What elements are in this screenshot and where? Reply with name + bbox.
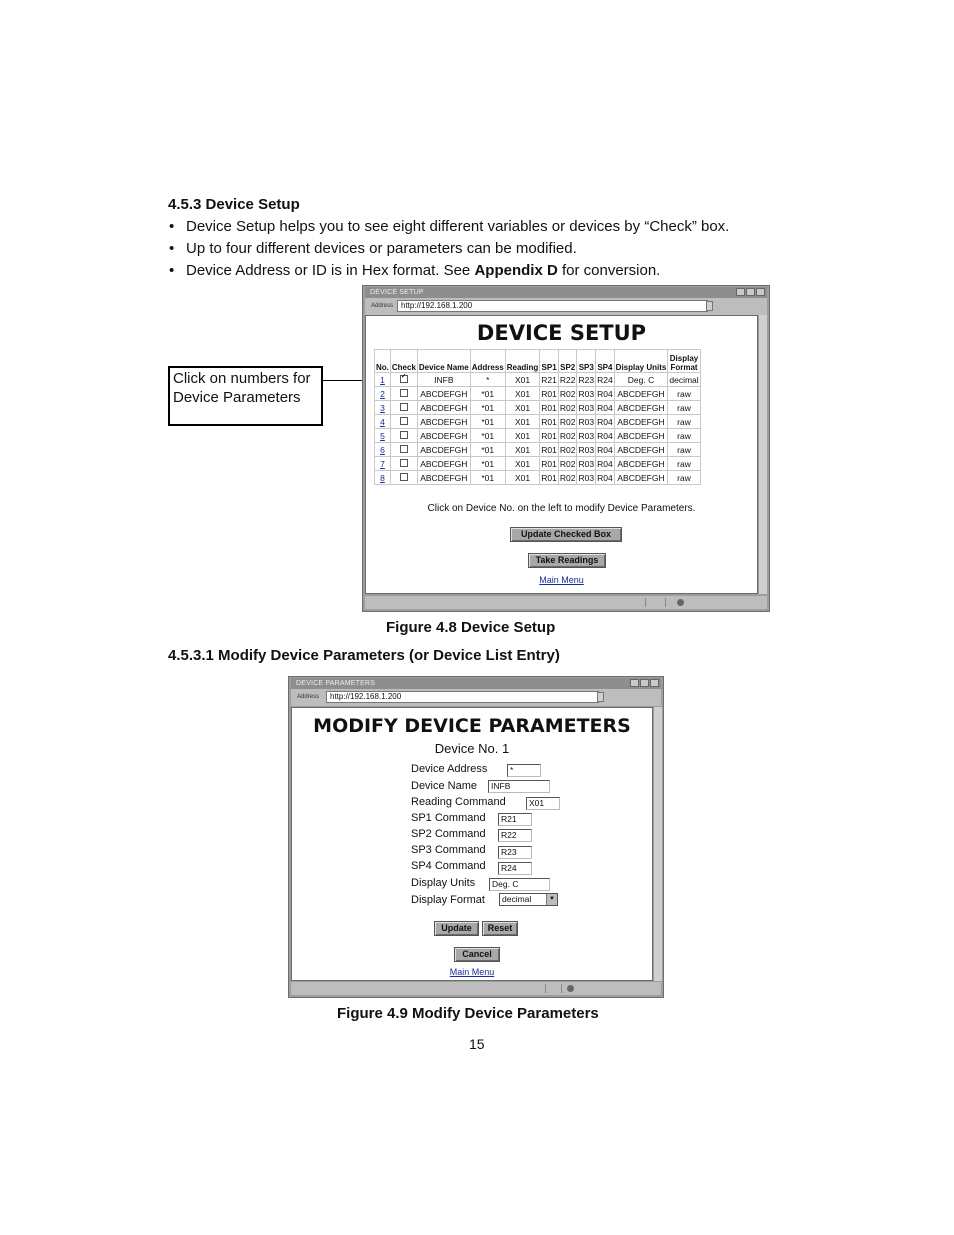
address-label: Address bbox=[297, 694, 320, 700]
display-units-cell: ABCDEFGH bbox=[614, 471, 668, 485]
device-number-cell bbox=[375, 429, 391, 443]
address-cell: *01 bbox=[470, 387, 505, 401]
device-number-link[interactable]: 8 bbox=[380, 472, 385, 483]
sp4-cell: R04 bbox=[597, 430, 613, 441]
table-row bbox=[375, 471, 701, 485]
sp1-cell: R01 bbox=[541, 458, 557, 469]
table-row bbox=[375, 429, 701, 443]
sp3-cell: R03 bbox=[578, 416, 595, 427]
sp1-cell: R01 bbox=[541, 472, 557, 483]
sp2-cell: R02 bbox=[559, 388, 576, 399]
sp1-command-input[interactable]: R21 bbox=[498, 813, 532, 826]
globe-icon bbox=[677, 599, 684, 606]
check-cell bbox=[390, 387, 417, 401]
sp2-cell: R02 bbox=[559, 444, 576, 455]
subsection-heading: 4.5.3.1 Modify Device Parameters (or Device List Entry) bbox=[168, 647, 560, 664]
device-number-cell bbox=[375, 415, 391, 429]
address-cell: * bbox=[470, 373, 505, 387]
device-address-input[interactable]: * bbox=[507, 764, 541, 777]
sp4-cell: R04 bbox=[597, 458, 613, 469]
device-number-link[interactable]: 7 bbox=[380, 458, 385, 469]
display-format-cell: raw bbox=[668, 457, 700, 471]
reading-cell: X01 bbox=[505, 373, 540, 387]
device-number-cell bbox=[375, 457, 391, 471]
reading-cell: X01 bbox=[505, 401, 540, 415]
window-title: DEVICE PARAMETERS bbox=[296, 680, 376, 687]
close-icon[interactable] bbox=[650, 679, 659, 687]
device-number-link[interactable]: 3 bbox=[380, 402, 385, 413]
row-checkbox[interactable] bbox=[400, 473, 408, 481]
table-row bbox=[375, 387, 701, 401]
reading-cell: X01 bbox=[505, 387, 540, 401]
page-content bbox=[365, 315, 758, 594]
check-cell bbox=[390, 373, 417, 387]
sp1-cell: R01 bbox=[541, 416, 557, 427]
row-checkbox[interactable] bbox=[400, 445, 408, 453]
device-name-cell: ABCDEFGH bbox=[417, 429, 470, 443]
device-name-cell: ABCDEFGH bbox=[417, 415, 470, 429]
display-format-cell: raw bbox=[668, 387, 700, 401]
sp4-command-label: SP4 Command bbox=[411, 860, 486, 872]
address-cell: *01 bbox=[470, 457, 505, 471]
reading-cell: X01 bbox=[505, 415, 540, 429]
display-units-cell: ABCDEFGH bbox=[614, 401, 668, 415]
take-readings-button[interactable]: Take Readings bbox=[528, 553, 606, 568]
section-heading: 4.5.3 Device Setup bbox=[168, 196, 300, 213]
chevron-down-icon[interactable]: ▼ bbox=[546, 894, 557, 905]
reading-cell: X01 bbox=[505, 443, 540, 457]
main-menu-link[interactable]: Main Menu bbox=[449, 967, 495, 977]
sp3-cell: R03 bbox=[578, 458, 595, 469]
figure-4-8-caption: Figure 4.8 Device Setup bbox=[386, 619, 556, 636]
sp1-command-label: SP1 Command bbox=[411, 812, 486, 824]
check-cell bbox=[390, 415, 417, 429]
display-units-cell: ABCDEFGH bbox=[614, 429, 668, 443]
reading-command-label: Reading Command bbox=[411, 796, 506, 808]
figure-4-9-caption: Figure 4.9 Modify Device Parameters bbox=[337, 1005, 599, 1022]
device-name-cell: ABCDEFGH bbox=[417, 443, 470, 457]
sp4-cell: R04 bbox=[597, 388, 613, 399]
callout-line-2: Device Parameters bbox=[173, 389, 301, 406]
instruction-text: Click on Device No. on the left to modify Device Parameters. bbox=[427, 503, 696, 514]
device-table bbox=[374, 349, 701, 485]
window-title: DEVICE SETUP bbox=[370, 289, 424, 296]
cancel-button[interactable]: Cancel bbox=[454, 947, 500, 962]
bullet-3: • Device Address or ID is in Hex format. See Appendix D for conversion. bbox=[169, 262, 661, 279]
row-checkbox[interactable] bbox=[400, 459, 408, 467]
device-number: Device No. 1 bbox=[434, 741, 510, 756]
sp4-cell: R04 bbox=[597, 416, 613, 427]
url-dropdown-icon[interactable] bbox=[706, 301, 713, 311]
title-bar bbox=[291, 678, 661, 689]
sp3-cell: R03 bbox=[578, 430, 595, 441]
display-format-cell: raw bbox=[668, 443, 700, 457]
display-units-input[interactable]: Deg. C bbox=[489, 878, 550, 891]
device-number-link[interactable]: 5 bbox=[380, 430, 385, 441]
sp1-cell: R01 bbox=[541, 388, 557, 399]
sp1-cell: R21 bbox=[541, 374, 557, 385]
display-units-cell: Deg. C bbox=[614, 373, 668, 387]
device-number-link[interactable]: 2 bbox=[380, 388, 385, 399]
col-header-sp3: SP3 bbox=[577, 350, 596, 373]
row-checkbox[interactable] bbox=[400, 375, 408, 383]
device-number-cell bbox=[375, 471, 391, 485]
callout-line-1: Click on numbers for bbox=[173, 370, 311, 387]
device-name-input[interactable]: INFB bbox=[488, 780, 550, 793]
vertical-scrollbar[interactable] bbox=[654, 707, 662, 981]
display-format-select[interactable] bbox=[499, 893, 558, 906]
status-bar bbox=[365, 596, 767, 609]
maximize-icon[interactable] bbox=[746, 288, 755, 296]
display-format-cell: raw bbox=[668, 401, 700, 415]
device-number-cell bbox=[375, 373, 391, 387]
col-header-sp4: SP4 bbox=[596, 350, 615, 373]
reset-button[interactable]: Reset bbox=[482, 921, 518, 936]
table-header-row bbox=[375, 350, 701, 373]
sp3-cell: R23 bbox=[578, 374, 595, 385]
address-cell: *01 bbox=[470, 401, 505, 415]
table-row bbox=[375, 373, 701, 387]
device-name-label: Device Name bbox=[411, 780, 478, 792]
url-input[interactable]: http://192.168.1.200 bbox=[326, 691, 599, 703]
sp3-cell: R03 bbox=[578, 388, 595, 399]
reading-command-input[interactable]: X01 bbox=[526, 797, 560, 810]
display-units-cell: ABCDEFGH bbox=[614, 387, 668, 401]
status-divider bbox=[561, 984, 562, 993]
url-dropdown-icon[interactable] bbox=[597, 692, 604, 702]
address-cell: *01 bbox=[470, 429, 505, 443]
page-title: DEVICE SETUP bbox=[476, 321, 647, 345]
device-parameters-window bbox=[288, 676, 664, 998]
address-bar bbox=[291, 689, 661, 706]
row-checkbox[interactable] bbox=[400, 403, 408, 411]
col-header-reading: Reading bbox=[505, 350, 540, 373]
sp2-cell: R02 bbox=[559, 430, 576, 441]
check-cell bbox=[390, 471, 417, 485]
col-header-device-name: Device Name bbox=[417, 350, 470, 373]
table-row bbox=[375, 443, 701, 457]
table-row bbox=[375, 415, 701, 429]
device-number-cell bbox=[375, 387, 391, 401]
device-address-label: Device Address bbox=[411, 763, 488, 775]
device-name-cell: ABCDEFGH bbox=[417, 471, 470, 485]
sp3-command-input[interactable]: R23 bbox=[498, 846, 532, 859]
update-checked-box-button[interactable]: Update Checked Box bbox=[510, 527, 622, 542]
check-cell bbox=[390, 429, 417, 443]
status-bar bbox=[291, 982, 661, 995]
display-format-cell: raw bbox=[668, 471, 700, 485]
device-number-link[interactable]: 1 bbox=[380, 374, 385, 385]
sp1-cell: R01 bbox=[541, 430, 557, 441]
device-name-cell: ABCDEFGH bbox=[417, 401, 470, 415]
page-number: 15 bbox=[469, 1036, 485, 1052]
display-format-cell: raw bbox=[668, 415, 700, 429]
address-cell: *01 bbox=[470, 443, 505, 457]
display-format-label: Display Format bbox=[411, 894, 485, 906]
device-name-cell: ABCDEFGH bbox=[417, 457, 470, 471]
display-units-cell: ABCDEFGH bbox=[614, 415, 668, 429]
check-cell bbox=[390, 443, 417, 457]
address-label: Address bbox=[371, 303, 394, 309]
col-header-sp1: SP1 bbox=[540, 350, 559, 373]
sp4-cell: R04 bbox=[597, 444, 613, 455]
device-number-link[interactable]: 6 bbox=[380, 444, 385, 455]
status-divider bbox=[665, 598, 666, 607]
main-menu-link[interactable]: Main Menu bbox=[539, 575, 584, 585]
bullet-2: • Up to four different devices or parameters can be modified. bbox=[169, 240, 577, 257]
display-format-cell: decimal bbox=[669, 374, 699, 385]
page-content bbox=[291, 707, 653, 981]
minimize-icon[interactable] bbox=[736, 288, 745, 296]
url-input[interactable]: http://192.168.1.200 bbox=[397, 300, 708, 312]
display-units-cell: ABCDEFGH bbox=[614, 443, 668, 457]
check-cell bbox=[390, 401, 417, 415]
reading-cell: X01 bbox=[505, 457, 540, 471]
device-name-cell: ABCDEFGH bbox=[417, 387, 470, 401]
table-row bbox=[375, 401, 701, 415]
sp2-cell: R02 bbox=[559, 458, 576, 469]
device-number-cell bbox=[375, 401, 391, 415]
address-bar bbox=[365, 298, 767, 315]
sp2-cell: R22 bbox=[559, 374, 576, 385]
reading-cell: X01 bbox=[505, 471, 540, 485]
col-header-address: Address bbox=[470, 350, 505, 373]
device-name-cell: INFB bbox=[417, 373, 470, 387]
sp3-cell: R03 bbox=[578, 444, 595, 455]
display-units-label: Display Units bbox=[411, 877, 476, 889]
device-number-link[interactable]: 4 bbox=[380, 416, 385, 427]
col-header-display-format: Display Format bbox=[668, 350, 700, 373]
table-row bbox=[375, 457, 701, 471]
row-checkbox[interactable] bbox=[400, 431, 408, 439]
device-setup-window bbox=[362, 285, 770, 612]
globe-icon bbox=[567, 985, 574, 992]
col-header-display-units: Display Units bbox=[614, 350, 668, 373]
sp2-command-label: SP2 Command bbox=[411, 828, 486, 840]
display-format-cell: raw bbox=[668, 429, 700, 443]
row-checkbox[interactable] bbox=[400, 417, 408, 425]
sp1-cell: R01 bbox=[541, 444, 557, 455]
sp3-cell: R03 bbox=[578, 472, 595, 483]
sp3-cell: R03 bbox=[578, 402, 595, 413]
sp3-command-label: SP3 Command bbox=[411, 844, 486, 856]
reading-cell: X01 bbox=[505, 429, 540, 443]
device-number-cell bbox=[375, 443, 391, 457]
sp4-command-input[interactable]: R24 bbox=[498, 862, 532, 875]
address-cell: *01 bbox=[470, 415, 505, 429]
callout-box bbox=[168, 366, 323, 426]
sp2-cell: R02 bbox=[559, 472, 576, 483]
status-divider bbox=[645, 598, 646, 607]
display-format-value: decimal bbox=[502, 894, 532, 904]
page-title: MODIFY DEVICE PARAMETERS bbox=[313, 715, 631, 737]
close-icon[interactable] bbox=[756, 288, 765, 296]
col-header-sp2: SP2 bbox=[558, 350, 577, 373]
bullet-1: • Device Setup helps you to see eight different variables or devices by “Check” box. bbox=[169, 218, 730, 235]
col-header-check: Check bbox=[390, 350, 417, 373]
sp2-cell: R02 bbox=[559, 402, 576, 413]
sp4-cell: R04 bbox=[597, 402, 613, 413]
row-checkbox[interactable] bbox=[400, 389, 408, 397]
sp2-command-input[interactable]: R22 bbox=[498, 829, 532, 842]
minimize-icon[interactable] bbox=[630, 679, 639, 687]
display-units-cell: ABCDEFGH bbox=[614, 457, 668, 471]
sp1-cell: R01 bbox=[541, 402, 557, 413]
status-divider bbox=[545, 984, 546, 993]
col-header-no: No. bbox=[375, 350, 391, 373]
sp4-cell: R24 bbox=[597, 374, 613, 385]
maximize-icon[interactable] bbox=[640, 679, 649, 687]
check-cell bbox=[390, 457, 417, 471]
address-cell: *01 bbox=[470, 471, 505, 485]
update-button[interactable]: Update bbox=[434, 921, 479, 936]
sp4-cell: R04 bbox=[597, 472, 613, 483]
title-bar bbox=[365, 287, 767, 298]
vertical-scrollbar[interactable] bbox=[759, 315, 767, 594]
sp2-cell: R02 bbox=[559, 416, 576, 427]
